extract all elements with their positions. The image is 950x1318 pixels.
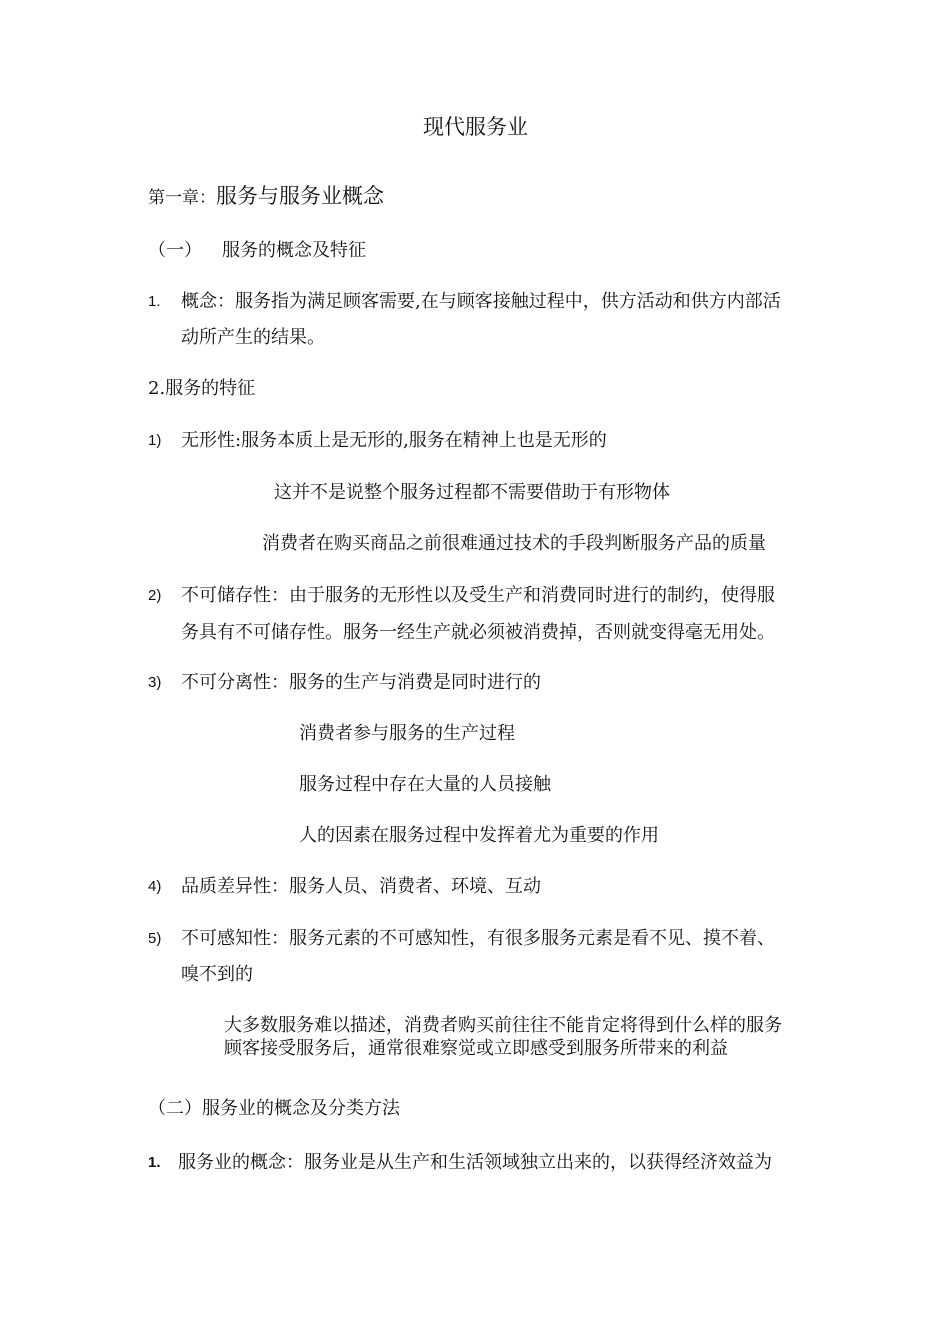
feature-1-sub-1: 这并不是说整个服务过程都不需要借助于有形物体	[274, 482, 670, 503]
feature-4-number: 4)	[148, 878, 162, 895]
feature-5-line-1: 不可感知性：服务元素的不可感知性，有很多服务元素是看不见、摸不着、	[181, 928, 775, 949]
feature-1-sub-2: 消费者在购买商品之前很难通过技术的手段判断服务产品的质量	[262, 533, 766, 554]
section-2-heading: （二）服务业的概念及分类方法	[148, 1098, 400, 1119]
item-1-line-2: 动所产生的结果。	[181, 327, 325, 348]
feature-2-number: 2)	[148, 587, 162, 604]
feature-4-line: 品质差异性：服务人员、消费者、环境、互动	[181, 876, 541, 897]
feature-5-sub-2: 顾客接受服务后，通常很难察觉或立即感受到服务所带来的利益	[224, 1038, 728, 1059]
item-1-number: 1.	[148, 293, 161, 310]
last-item-number: 1.	[148, 1154, 161, 1171]
feature-3-sub-3: 人的因素在服务过程中发挥着尤为重要的作用	[299, 825, 659, 846]
chapter-name: 服务与服务业概念	[216, 184, 384, 208]
feature-3-line: 不可分离性：服务的生产与消费是同时进行的	[181, 672, 541, 693]
feature-5-sub-1: 大多数服务难以描述，消费者购买前往往不能肯定将得到什么样的服务	[224, 1015, 782, 1036]
feature-5-number: 5)	[148, 930, 162, 947]
feature-3-sub-2: 服务过程中存在大量的人员接触	[299, 774, 551, 795]
chapter-prefix: 第一章：	[148, 188, 216, 208]
feature-1-line: 无形性:服务本质上是无形的,服务在精神上也是无形的	[181, 430, 607, 451]
last-item-line: 服务业的概念：服务业是从生产和生活领域独立出来的，以获得经济效益为	[178, 1152, 772, 1173]
feature-5-line-2: 嗅不到的	[181, 964, 253, 985]
feature-2-line-1: 不可储存性：由于服务的无形性以及受生产和消费同时进行的制约，使得服	[181, 585, 775, 606]
feature-3-number: 3)	[148, 674, 162, 691]
chapter-heading	[148, 180, 384, 210]
item-1-line-1: 概念：服务指为满足顾客需要,在与顾客接触过程中，供方活动和供方内部活	[181, 291, 781, 312]
section-1-marker: （一）	[148, 240, 202, 261]
feature-2-line-2: 务具有不可储存性。服务一经生产就必须被消费掉，否则就变得毫无用处。	[181, 622, 775, 643]
feature-1-number: 1)	[148, 432, 162, 449]
feature-3-sub-1: 消费者参与服务的生产过程	[299, 723, 515, 744]
section-1-heading: 服务的概念及特征	[222, 240, 366, 261]
item-2-heading: 2.服务的特征	[148, 378, 256, 399]
document-title: 现代服务业	[423, 115, 528, 139]
